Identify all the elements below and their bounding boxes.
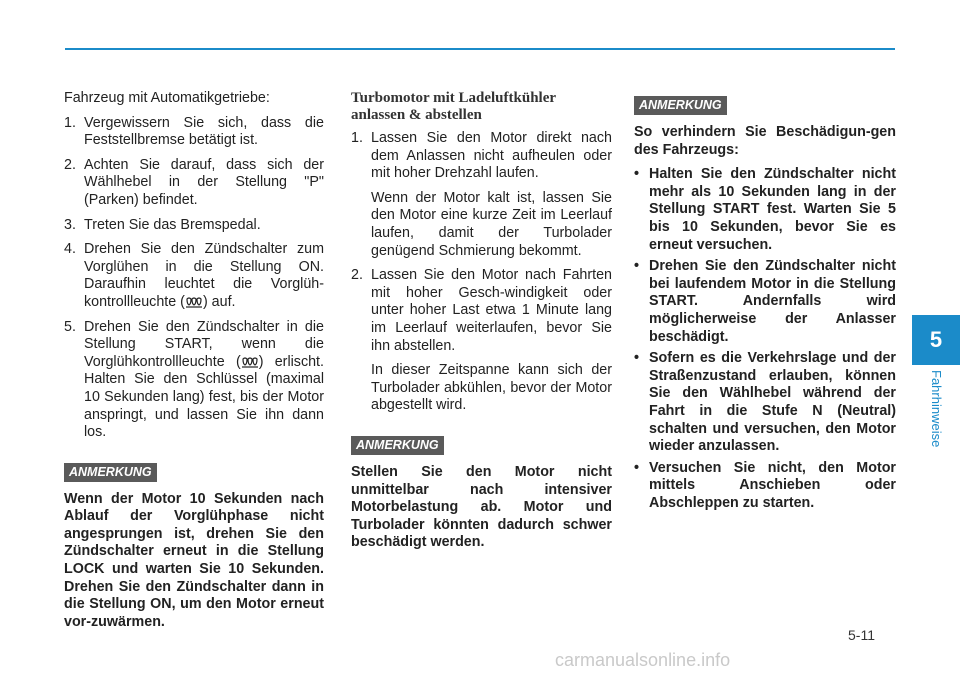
watermark: carmanualsonline.info [555, 650, 731, 670]
page-number: 5-11 [848, 627, 875, 643]
glow-plug-icon [241, 356, 259, 368]
glow-plug-icon [185, 296, 203, 308]
turbo-step-1-detail: Wenn der Motor kalt ist, lassen Sie den Motor eine kurze Zeit im Leerlauf laufen, damit der Turbolader genügend Schmierung bekommt. [371, 189, 612, 259]
note-text: Wenn der Motor 10 Sekunden nach Ablauf der Vorglühphase nicht angesprungen ist, drehen Sie den Zündschalter erneut in die Stellung LOCK und warten Sie 10 Sekunden. Drehen Sie den Zündschalter dann in die Stellung ON, um den Motor erneut vor-zuwärmen. [64, 490, 324, 630]
header-rule [65, 48, 895, 50]
turbo-step-1: 1. Lassen Sie den Motor direkt nach dem Anlassen nicht aufheulen oder mit hoher Drehzahl laufen. [351, 130, 612, 182]
chapter-tab[interactable]: 5 [912, 315, 960, 365]
bullet-item: • Versuchen Sie nicht, den Motor mittels Anschieben oder Abschleppen zu starten. [634, 459, 896, 511]
step-1: 1. Vergewissern Sie sich, dass die Feststellbremse betätigt ist. [64, 114, 324, 149]
turbo-steps-2 [351, 267, 612, 355]
turbo-step-2-detail: In dieser Zeitspanne kann sich der Turbolader abkühlen, bevor der Motor abgestellt wird. [371, 362, 612, 414]
bullet-item: • Sofern es die Verkehrslage und der Straßenzustand erlauben, können Sie den Wählhebel während der Fahrt in die Stufe N (Neutral) schalten und versuchen, den Motor wieder anzulassen. [634, 350, 896, 455]
column-2 [351, 90, 612, 559]
step-5: 5. Drehen Sie den Zündschalter in die Stellung START, wenn die Vorglühkontrollleuchte ( ) erlischt. Halten Sie den Schlüssel (maximal 10 Sekunden lang) fest, bis der Motor anspringt, und lassen Sie ihn dann los. [64, 318, 324, 441]
column-1 [64, 90, 324, 638]
column-3 [634, 96, 896, 516]
note-lead: So verhindern Sie Beschädigun-gen des Fahrzeugs: [634, 124, 896, 158]
turbo-step-2: 2. Lassen Sie den Motor nach Fahrten mit hoher Gesch-windigkeit oder unter hoher Last etwa 1 Minute lang im Leerlauf weiterlaufen, bevor Sie ihn abstellen. [351, 267, 612, 354]
note-badge: ANMERKUNG [634, 96, 727, 115]
intro-text: Fahrzeug mit Automatikgetriebe: [64, 90, 270, 106]
note-badge: ANMERKUNG [64, 463, 157, 482]
note-bullets [634, 166, 896, 512]
bullet-item: • Drehen Sie den Zündschalter nicht bei laufendem Motor in die Stellung START. Andernfalls wird möglicherweise der Anlasser beschädigt. [634, 258, 896, 345]
chapter-label: Fahrhinweise [929, 370, 944, 448]
bullet-item: • Halten Sie den Zündschalter nicht mehr als 10 Sekunden lang in der Stellung START fest. Warten Sie 5 bis 10 Sekunden, bevor Sie es erneut versuchen. [634, 166, 896, 253]
step-4: 4. Drehen Sie den Zündschalter zum Vorglühen in die Stellung ON. Daraufhin leuchtet die Vorglüh-kontrollleuchte ( ) auf. [64, 241, 324, 310]
step-2: 2. Achten Sie darauf, dass sich der Wählhebel in der Stellung "P" (Parken) befindet. [64, 156, 324, 208]
section-heading: Turbomotor mit Ladeluftkühler anlassen & abstellen [351, 90, 556, 123]
note-text: Stellen Sie den Motor nicht unmittelbar nach intensiver Motorbelastung ab. Motor und Turbolader könnten dadurch schwer beschädigt werden. [351, 463, 612, 551]
step-3: 3. Treten Sie das Bremspedal. [64, 216, 261, 233]
note-badge: ANMERKUNG [351, 436, 444, 455]
start-steps [64, 115, 324, 442]
turbo-steps [351, 130, 612, 183]
